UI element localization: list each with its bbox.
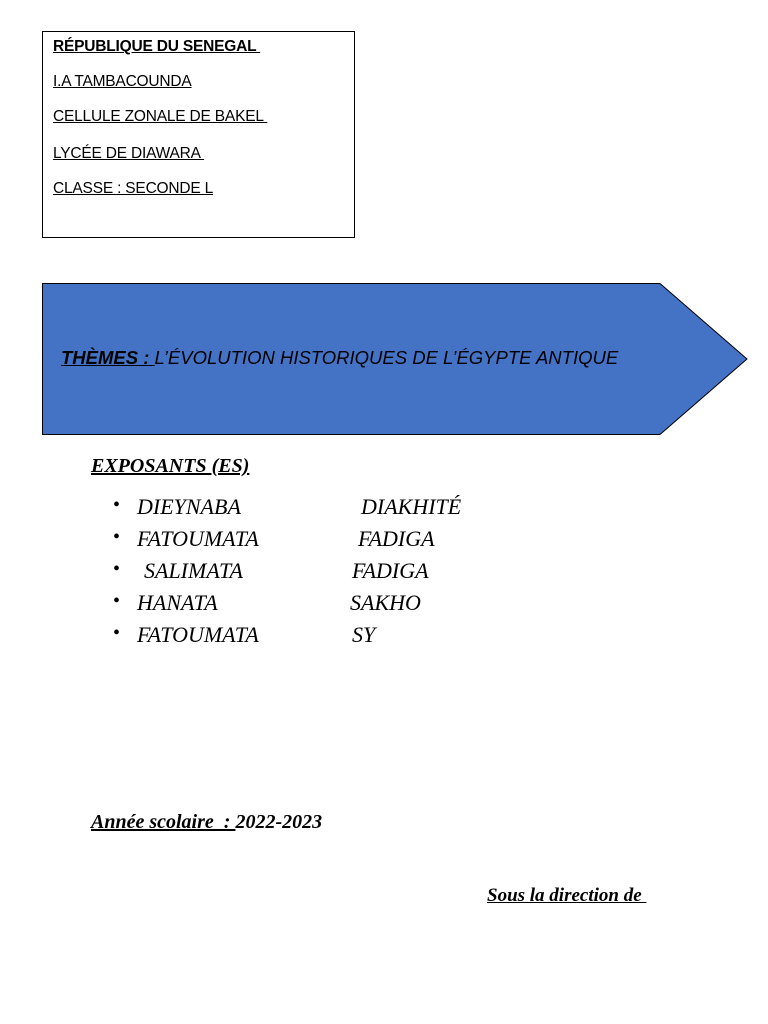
bullet-icon: • — [113, 558, 121, 580]
student-first-name: FATOUMATA — [137, 526, 259, 551]
student-first-name: DIEYNABA — [137, 494, 241, 519]
theme-label: THÈMES : — [61, 347, 155, 368]
header-classe: CLASSE : SECONDE L — [53, 180, 214, 197]
student-first-name: SALIMATA — [144, 558, 243, 583]
header-info-box — [42, 31, 355, 238]
student-last-name: SY — [352, 622, 376, 647]
bullet-icon: • — [113, 622, 121, 644]
theme-title: L’ÉVOLUTION HISTORIQUES DE L’ÉGYPTE ANTIQUE — [154, 347, 619, 368]
header-cellule: CELLULE ZONALE DE BAKEL — [53, 108, 268, 125]
student-last-name: DIAKHITÉ — [361, 494, 462, 519]
supervision-label: Sous la direction de — [487, 885, 647, 906]
header-republic: RÉPUBLIQUE DU SENEGAL — [53, 38, 261, 55]
header-inspection: I.A TAMBACOUNDA — [53, 73, 192, 90]
student-last-name: FADIGA — [358, 526, 435, 551]
student-list-item — [113, 494, 533, 524]
student-last-name: SAKHO — [350, 590, 421, 615]
student-list-item — [113, 590, 533, 620]
exposants-title: EXPOSANTS (ES) — [91, 455, 250, 477]
school-year — [91, 811, 322, 834]
bullet-icon: • — [113, 494, 121, 516]
student-list-item — [113, 622, 533, 652]
bullet-icon: • — [113, 590, 121, 612]
bullet-icon: • — [113, 526, 121, 548]
student-last-name: FADIGA — [352, 558, 429, 583]
header-lycee: LYCÉE DE DIAWARA — [53, 145, 205, 162]
student-first-name: FATOUMATA — [137, 622, 259, 647]
school-year-value: 2022-2023 — [235, 811, 323, 833]
theme-heading — [61, 347, 618, 369]
student-list-item — [113, 526, 533, 556]
student-first-name: HANATA — [137, 590, 218, 615]
school-year-label: Année scolaire : — [91, 811, 236, 833]
student-list-item — [113, 558, 533, 588]
